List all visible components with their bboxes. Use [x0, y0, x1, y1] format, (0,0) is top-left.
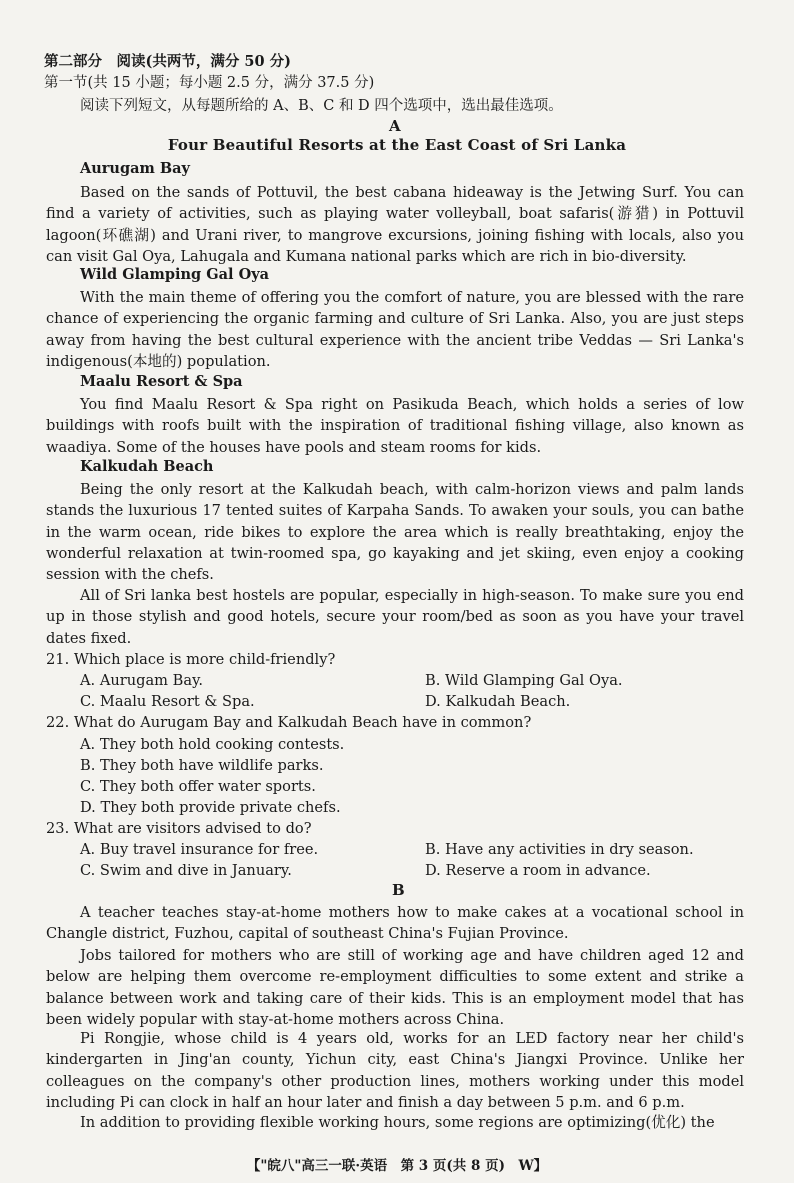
question-21-option-b: B. Wild Glamping Gal Oya.: [425, 672, 623, 689]
passage-b-paragraph-2: Jobs tailored for mothers who are still of working age and have children aged 12 and below are helping them overcome re-employment difficulties to some extent and strike a balance between work and taking care of their kids. This is an employment model that has been widely popular with stay-at-home mothers across China.: [46, 947, 744, 1028]
paragraph-wild-glamping: With the main theme of offering you the comfort of nature, you are blessed with the rare chance of experiencing the organic farming and culture of Sri Lanka. Also, you are just steps away from having the best cultural experience with the ancient tribe Veddas — Sri Lanka's indigenous(本地的) population.: [46, 289, 744, 370]
question-22-option-a: A. They both hold cooking contests.: [80, 736, 345, 753]
question-23-option-b: B. Have any activities in dry season.: [425, 841, 694, 858]
question-22-stem: 22. What do Aurugam Bay and Kalkudah Beach have in common?: [46, 714, 532, 731]
part-heading: 第二部分 阅读(共两节，满分 50 分): [44, 53, 291, 70]
subheading-maalu-resort: Maalu Resort & Spa: [80, 373, 243, 390]
instruction-text: 阅读下列短文，从每题所给的 A、B、C 和 D 四个选项中，选出最佳选项。: [80, 98, 563, 114]
passage-a-letter: A: [389, 117, 401, 135]
question-21-option-a: A. Aurugam Bay.: [80, 672, 204, 689]
section-heading: 第一节(共 15 小题；每小题 2.5 分，满分 37.5 分): [44, 75, 375, 91]
question-23-option-a: A. Buy travel insurance for free.: [80, 841, 319, 858]
question-23-option-c: C. Swim and dive in January.: [80, 862, 292, 879]
paragraph-kalkudah-beach: Being the only resort at the Kalkudah beach, with calm-horizon views and palm lands stands the luxurious 17 tented suites of Karpaha Sands. To awaken your souls, you can bathe in the warm ocean, ride bikes to explore the area which is really breathtaking, enjoy the wonderful relaxation at twin-roomed spa, go kayaking and jet skiing, even enjoy a cooking session with the chefs.: [46, 481, 744, 584]
passage-b-paragraph-3: Pi Rongjie, whose child is 4 years old, works for an LED factory near her child's kindergarten in Jing'an county, Yichun city, east China's Jiangxi Province. Unlike her colleagues on the company's other production lines, mothers working under this model including Pi can clock in half an hour later and finish a day between 5 p.m. and 6 p.m.: [46, 1030, 744, 1111]
subheading-wild-glamping: Wild Glamping Gal Oya: [80, 266, 270, 283]
question-21-option-d: D. Kalkudah Beach.: [425, 693, 571, 710]
passage-b-paragraph-1: A teacher teaches stay-at-home mothers how to make cakes at a vocational school in Changle district, Fuzhou, capital of southeast China's Fujian Province.: [46, 904, 744, 943]
page-footer: 【"皖八"高三一联·英语 第 3 页(共 8 页) W】: [246, 1158, 548, 1174]
question-22-option-c: C. They both offer water sports.: [80, 778, 316, 795]
paragraph-maalu-resort: You find Maalu Resort & Spa right on Pasikuda Beach, which holds a series of low buildings with roofs built with the inspiration of traditional fishing village, also known as waadiya. Some of the houses have pools and steam rooms for kids.: [46, 396, 744, 456]
question-21-stem: 21. Which place is more child-friendly?: [46, 651, 336, 668]
subheading-aurugam-bay: Aurugam Bay: [80, 160, 190, 177]
question-23-stem: 23. What are visitors advised to do?: [46, 820, 312, 837]
subheading-kalkudah-beach: Kalkudah Beach: [80, 458, 214, 475]
passage-b-letter: B: [392, 881, 405, 899]
question-21-option-c: C. Maalu Resort & Spa.: [80, 693, 255, 710]
paragraph-closing: All of Sri lanka best hostels are popular, especially in high-season. To make sure you end up in those stylish and good hotels, secure your room/bed as soon as you have your travel dates fixed.: [46, 587, 744, 647]
passage-a-title: Four Beautiful Resorts at the East Coast of Sri Lanka: [167, 136, 627, 154]
question-22-option-b: B. They both have wildlife parks.: [80, 757, 324, 774]
paragraph-aurugam-bay: Based on the sands of Pottuvil, the best cabana hideaway is the Jetwing Surf. You can find a variety of activities, such as playing water volleyball, boat safaris(游猎) in Pottuvil lagoon(环礁湖) and Urani river, to mangrove excursions, joining fishing with locals, also you can visit Gal Oya, Lahugala and Kumana national parks which are rich in bio-diversity.: [46, 184, 744, 265]
passage-b-paragraph-4: In addition to providing flexible working hours, some regions are optimizing(优化) the: [80, 1114, 715, 1131]
question-22-option-d: D. They both provide private chefs.: [80, 799, 341, 816]
question-23-option-d: D. Reserve a room in advance.: [425, 862, 651, 879]
